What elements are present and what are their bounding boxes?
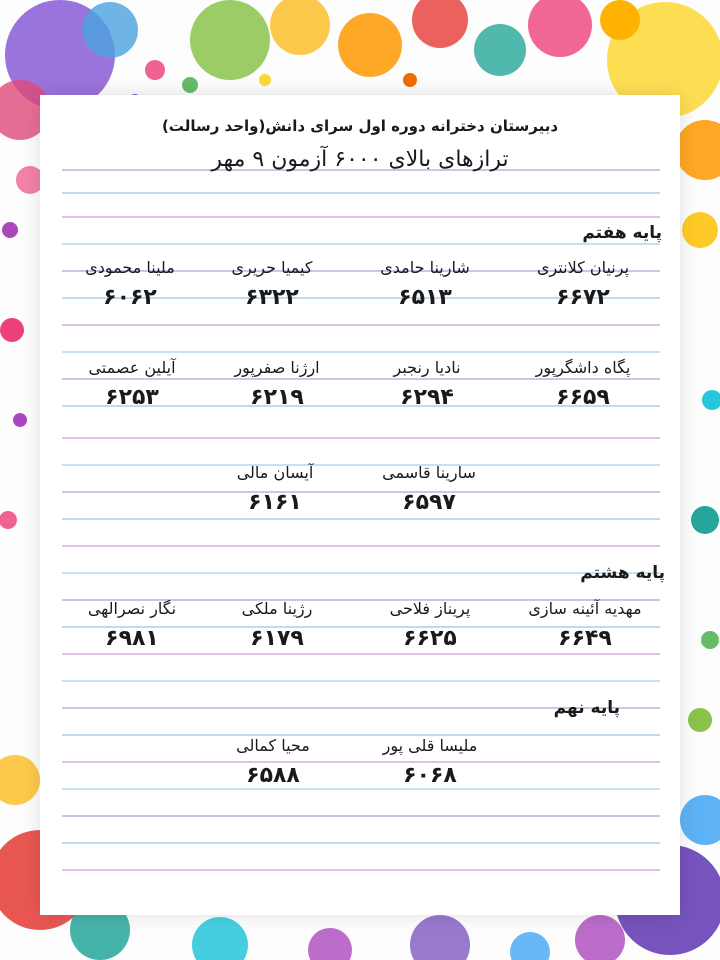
page-subtitle: ترازهای بالای ۶۰۰۰ آزمون ۹ مهر: [211, 147, 509, 172]
section-title-grade-8: پایه هشتم: [580, 563, 665, 583]
student-name: آیسان مالی: [236, 463, 314, 482]
student-score: ۶۰۶۲: [103, 285, 157, 310]
student-card: [508, 357, 658, 410]
student-name: محیا کمالی: [236, 736, 310, 755]
student-name: پرنیان کلانتری: [536, 258, 630, 277]
student-score: ۶۶۵۹: [556, 385, 610, 410]
student-name: ملیسا قلی پور: [382, 736, 478, 755]
student-score: ۶۰۶۸: [403, 763, 457, 788]
student-name: پریناز فلاحی: [389, 599, 471, 618]
student-name: ارژنا صفرپور: [234, 358, 320, 377]
student-name: مهدیه آئینه سازی: [528, 599, 642, 618]
student-card: [200, 462, 350, 515]
student-score: ۶۵۸۸: [246, 763, 300, 788]
student-score: ۶۳۲۲: [245, 285, 299, 310]
student-name: سارینا قاسمی: [382, 463, 476, 482]
student-card: [355, 735, 505, 788]
student-name: شارینا حامدی: [380, 258, 470, 277]
section-title-grade-7: پایه هفتم: [582, 223, 662, 243]
student-score: ۶۹۸۱: [105, 626, 159, 651]
student-name: کیمیا حریری: [231, 258, 313, 277]
student-card: [355, 598, 505, 651]
student-score: ۶۱۷۹: [250, 626, 304, 651]
student-card: [197, 257, 347, 310]
student-score: ۶۶۷۲: [556, 285, 610, 310]
school-title: دبیرستان دخترانه دوره اول سرای دانش(واحد رسالت): [161, 117, 559, 135]
student-score: ۶۶۴۹: [558, 626, 612, 651]
student-score: ۶۲۹۴: [400, 385, 454, 410]
student-name: نگار نصرالهی: [87, 599, 177, 618]
student-card: [352, 357, 502, 410]
student-name: رژینا ملکی: [241, 599, 313, 618]
student-card: [202, 357, 352, 410]
student-card: [350, 257, 500, 310]
student-score: ۶۵۹۷: [402, 490, 456, 515]
student-card: [198, 735, 348, 788]
student-name: پگاه داشگرپور: [535, 358, 631, 377]
student-card: [57, 598, 207, 651]
student-name: نادیا رنجبر: [393, 358, 461, 377]
student-score: ۶۲۱۹: [250, 385, 304, 410]
student-card: [55, 257, 205, 310]
student-card: [508, 257, 658, 310]
student-card: [510, 598, 660, 651]
student-card: [354, 462, 504, 515]
student-name: ملینا محمودی: [85, 258, 175, 277]
student-score: ۶۵۱۳: [398, 285, 452, 310]
student-name: آیلین عصمتی: [88, 358, 176, 377]
student-card: [202, 598, 352, 651]
student-score: ۶۶۲۵: [403, 626, 457, 651]
student-card: [57, 357, 207, 410]
student-score: ۶۲۵۳: [105, 385, 159, 410]
section-title-grade-9: پایه نهم: [553, 698, 620, 718]
student-score: ۶۱۶۱: [248, 490, 302, 515]
